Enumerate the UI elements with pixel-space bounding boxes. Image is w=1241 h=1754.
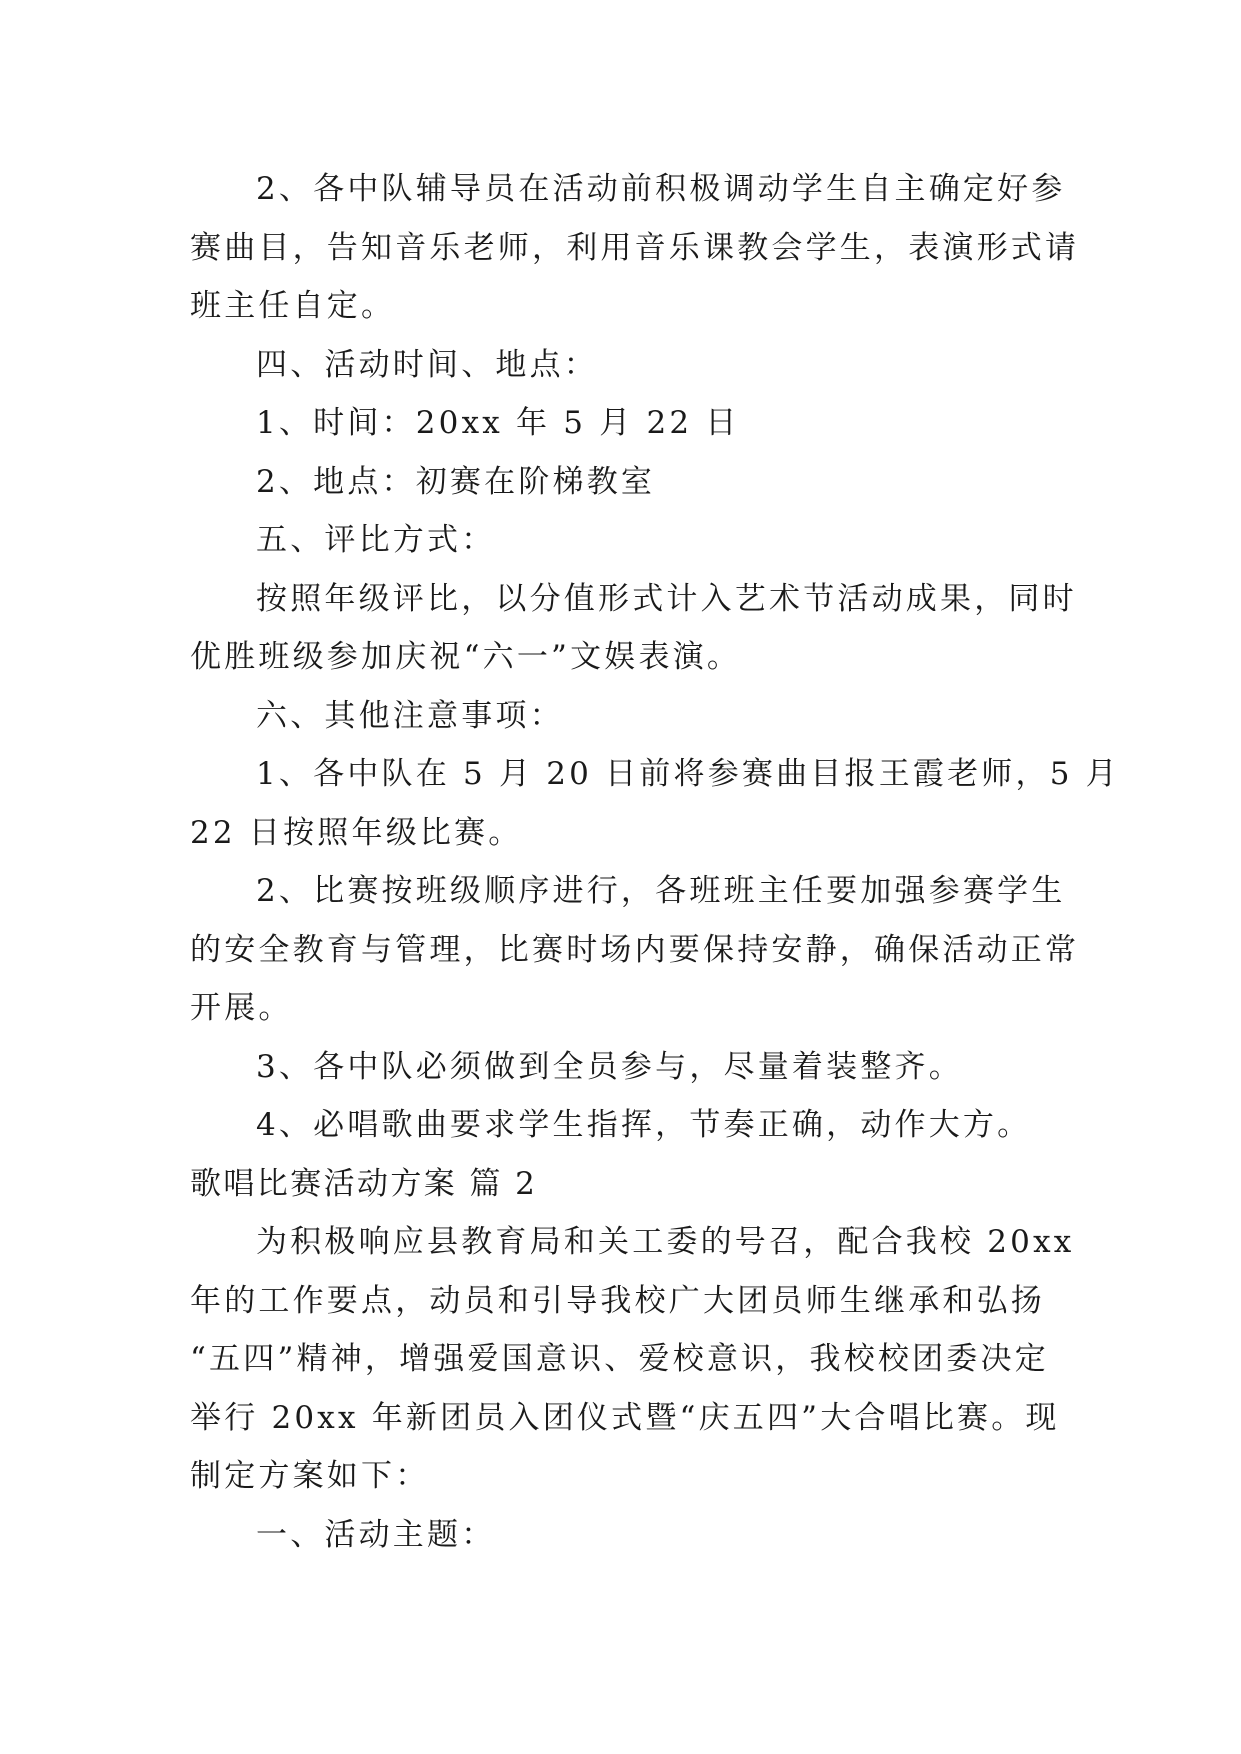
paragraph-line: 1、时间：20xx 年 5 月 22 日 [256, 405, 740, 441]
paragraph-line: “五四”精神，增强爱国意识、爱校意识，我校校团委决定 [190, 1341, 1049, 1377]
paragraph-line: 2、地点：初赛在阶梯教室 [256, 463, 656, 500]
paragraph-line: 1、各中队在 5 月 20 日前将参赛曲目报王霞老师，5 月 [256, 756, 1120, 792]
section-heading: 一、活动主题： [256, 1516, 496, 1553]
paragraph-line: 2、比赛按班级顺序进行，各班班主任要加强参赛学生 [256, 873, 1066, 909]
article-title: 歌唱比赛活动方案 篇 2 [190, 1165, 538, 1202]
section-heading: 六、其他注意事项： [256, 697, 564, 734]
paragraph-line: 3、各中队必须做到全员参与，尽量着装整齐。 [256, 1048, 963, 1085]
paragraph-line: 22 日按照年级比赛。 [190, 814, 523, 851]
section-heading: 五、评比方式： [256, 522, 496, 558]
paragraph-line: 2、各中队辅导员在活动前积极调动学生自主确定好参 [256, 171, 1066, 207]
paragraph-line: 制定方案如下： [190, 1458, 430, 1494]
paragraph-line: 按照年级评比，以分值形式计入艺术节活动成果，同时 [256, 580, 1077, 617]
paragraph-line: 为积极响应县教育局和关工委的号召，配合我校 20xx [256, 1224, 1075, 1260]
paragraph-line: 4、必唱歌曲要求学生指挥，节奏正确，动作大方。 [256, 1107, 1032, 1143]
paragraph-line: 的安全教育与管理，比赛时场内要保持安静，确保活动正常 [190, 931, 1080, 968]
document-body [190, 160, 1120, 1564]
paragraph-line: 举行 20xx 年新团员入团仪式暨“庆五四”大合唱比赛。现 [190, 1399, 1060, 1436]
paragraph-line: 优胜班级参加庆祝“六一”文娱表演。 [190, 639, 742, 675]
paragraph-line: 班主任自定。 [190, 288, 396, 324]
section-heading: 四、活动时间、地点： [256, 346, 598, 383]
paragraph-line: 开展。 [190, 990, 293, 1026]
paragraph-line: 赛曲目，告知音乐老师，利用音乐课教会学生，表演形式请 [190, 229, 1080, 266]
paragraph-line: 年的工作要点，动员和引导我校广大团员师生继承和弘扬 [190, 1282, 1045, 1319]
